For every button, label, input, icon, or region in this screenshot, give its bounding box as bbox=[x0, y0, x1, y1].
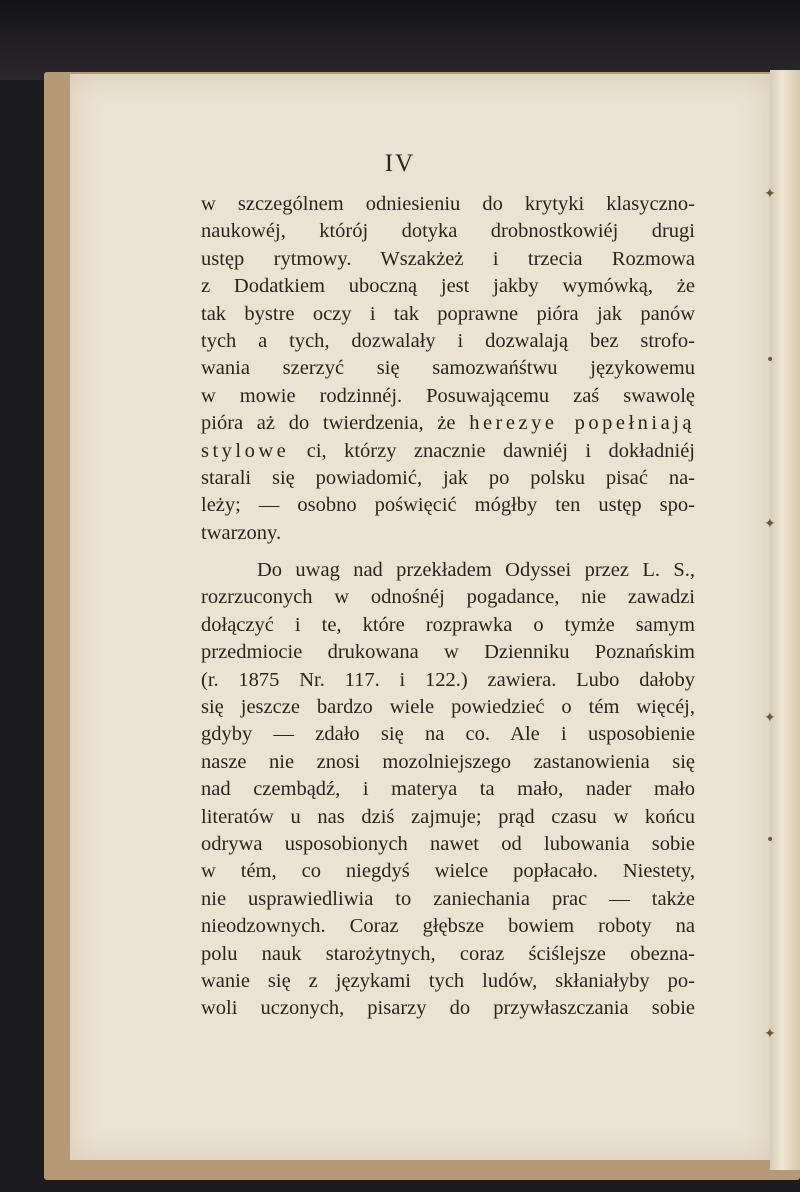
text-line: w tém, co niegdyś wielce popłacało. Niestety, bbox=[201, 860, 695, 883]
text-line bbox=[201, 438, 695, 465]
text-line: wanie się z językami tych ludów, skłaniałyby po- bbox=[201, 969, 695, 992]
paragraph-gap bbox=[201, 547, 695, 557]
text-line: ustęp rytmowy. Wszakżeż i trzecia Rozmowa bbox=[201, 247, 695, 270]
text-line: tak bystre oczy i tak poprawne pióra jak panów bbox=[201, 302, 695, 325]
spaced-emphasis: stylowe bbox=[201, 439, 290, 462]
body-text bbox=[201, 191, 695, 1023]
text-line: w mowie rodzinnéj. Posuwającemu zaś swawolę bbox=[201, 384, 695, 407]
text-line: rozrzuconych w odnośnéj pogadance, nie zawadzi bbox=[201, 586, 695, 609]
text-line: się jeszcze bardzo wiele powiedzieć o tém więcéj, bbox=[201, 696, 695, 719]
backdrop bbox=[0, 0, 800, 80]
margin-mark: ✦ bbox=[764, 710, 776, 726]
text-line: dołączyć i te, które rozprawka o tymże samym bbox=[201, 613, 695, 636]
text-line: w szczególnem odniesieniu do krytyki klasyczno- bbox=[201, 193, 695, 215]
text-line: nieodzownych. Coraz głębsze bowiem roboty na bbox=[201, 915, 695, 938]
text-line: z Dodatkiem uboczną jest jakby wymówką, że bbox=[201, 275, 695, 298]
text-line: wania szerzyć się samozwańśtwu językowemu bbox=[201, 357, 695, 380]
next-page-edge bbox=[770, 70, 800, 1170]
text-line: Do uwag nad przekładem Odyssei przez L. S., bbox=[257, 559, 695, 582]
line-text: pióra aż do twierdzenia, że bbox=[201, 412, 470, 435]
text-line: literatów u nas dziś zajmuje; prąd czasu w końcu bbox=[201, 805, 695, 828]
text-line: nad czembądź, i materya ta mało, nader mało bbox=[201, 778, 695, 801]
text-line: nie usprawiedliwia to zaniechania prac — także bbox=[201, 887, 695, 910]
margin-mark: ✦ bbox=[764, 516, 776, 532]
text-line: twarzony. bbox=[201, 521, 282, 544]
margin-mark: • bbox=[766, 352, 775, 368]
text-line: starali się powiadomić, jak po polsku pisać na- bbox=[201, 466, 695, 489]
text-line: gdyby — zdało się na co. Ale i usposobienie bbox=[201, 723, 695, 746]
text-line: leży; — osobno poświęcić mógłby ten ustęp spo- bbox=[201, 494, 695, 517]
page-number: IV bbox=[384, 150, 416, 177]
text-line: (r. 1875 Nr. 117. i 122.) zawiera. Lubo dałoby bbox=[201, 668, 695, 691]
text-line: nasze nie znosi mozolniejszego zastanowienia się bbox=[201, 750, 695, 773]
text-line: polu nauk starożytnych, coraz ściślejsze obezna- bbox=[201, 942, 695, 965]
spaced-emphasis: herezye popełniają bbox=[469, 412, 695, 435]
text-line bbox=[201, 410, 695, 437]
line-text: ci, którzy znacznie dawniéj i dokładniéj bbox=[289, 439, 695, 462]
text-line: naukowéj, którój dotyka drobnostkowiéj drugi bbox=[201, 220, 695, 243]
text-line: woli uczonych, pisarzy do przywłaszczania sobie bbox=[201, 997, 695, 1020]
text-line: tych a tych, dozwalały i dozwalają bez strofo- bbox=[201, 329, 695, 352]
text-line: przedmiocie drukowana w Dzienniku Poznańskim bbox=[201, 641, 695, 664]
margin-mark: ✦ bbox=[764, 186, 776, 202]
margin-mark: • bbox=[766, 832, 775, 848]
margin-mark: ✦ bbox=[764, 1026, 776, 1042]
text-line: odrywa usposobionych nawet od lubowania sobie bbox=[201, 832, 695, 855]
